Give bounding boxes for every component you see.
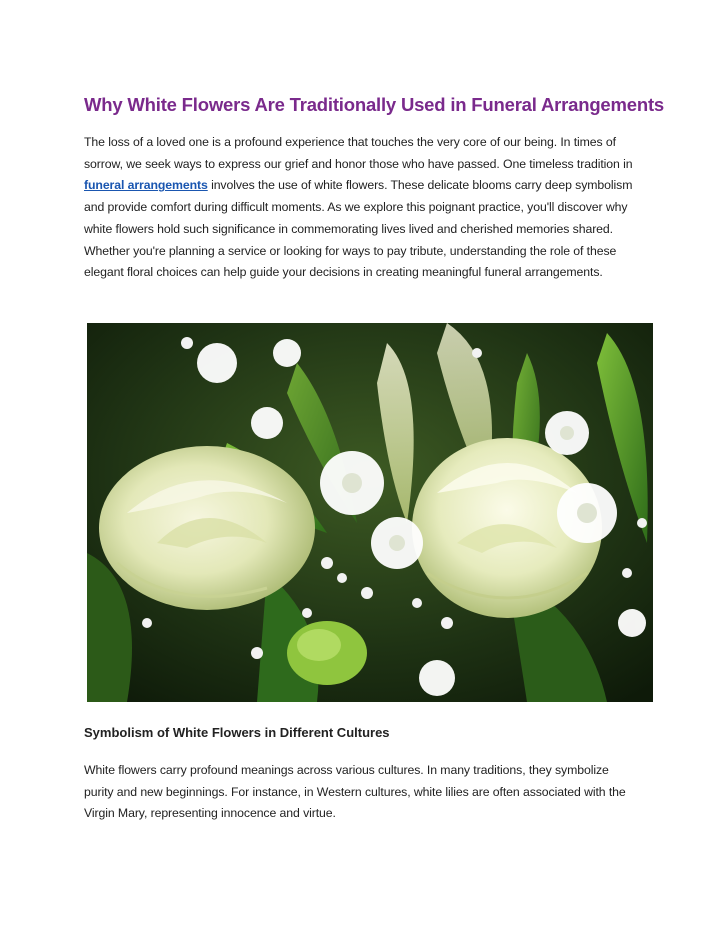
section-heading: Symbolism of White Flowers in Different Cultures [84, 725, 390, 740]
intro-text-before-link: The loss of a loved one is a profound experience that touches the very core of our being. In times of sorrow, we seek ways to express our grief and honor those who have passed. One timeless tradition in [84, 135, 633, 171]
white-flowers-photo [87, 323, 653, 702]
intro-paragraph [84, 132, 640, 284]
section-paragraph: White flowers carry profound meanings across various cultures. In many traditions, they symbolize purity and new beginnings. For instance, in Western cultures, white lilies are often associated with the Virgin Mary, representing innocence and virtue. [84, 763, 626, 821]
intro-text-after-link: involves the use of white flowers. These delicate blooms carry deep symbolism and provide comfort during difficult moments. As we explore this poignant practice, you'll discover why white flowers hold such significance in commemorating lives lived and cherished memories shared. Whether you're planning a service or looking for ways to pay tribute, understanding the role of these elegant floral choices can help guide your decisions in creating meaningful funeral arrangements. [84, 178, 633, 280]
article-title: Why White Flowers Are Traditionally Used in Funeral Arrangements [84, 94, 664, 115]
funeral-arrangements-link[interactable]: funeral arrangements [84, 178, 208, 193]
